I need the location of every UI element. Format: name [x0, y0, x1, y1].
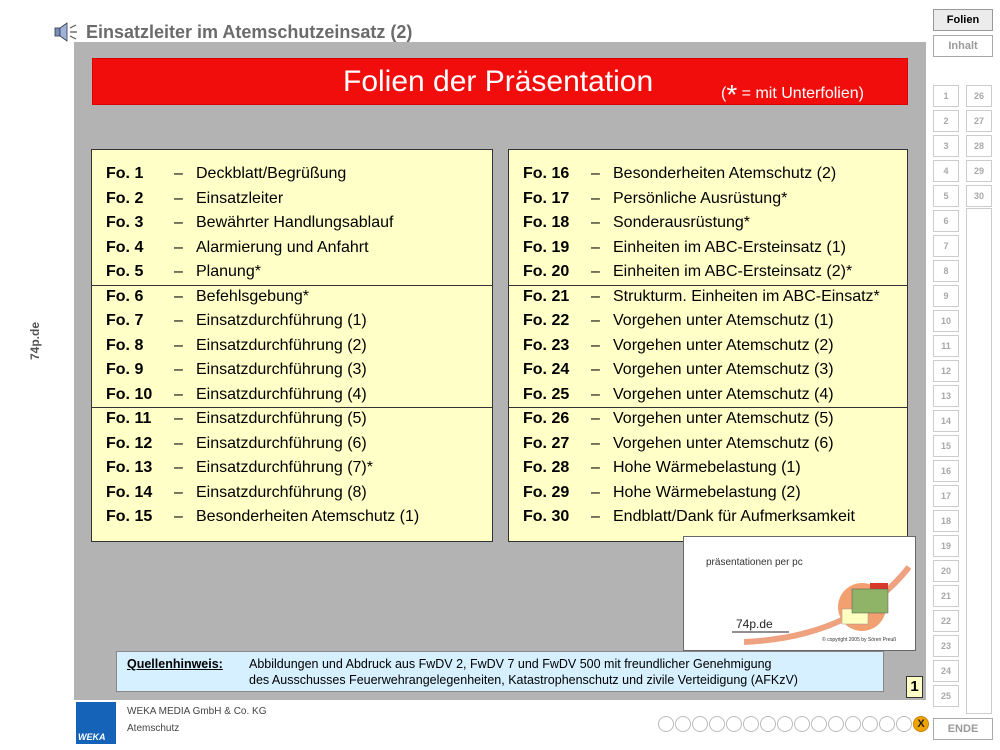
banner-note: [721, 73, 864, 110]
nav-slide-button[interactable]: 18: [933, 510, 959, 532]
nav-inhalt-button[interactable]: Inhalt: [933, 35, 993, 57]
slide-number: Fo. 9: [106, 361, 144, 378]
nav-slide-button[interactable]: 8: [933, 260, 959, 282]
slide-list-item[interactable]: [523, 187, 787, 211]
separator-dash: –: [174, 385, 183, 403]
logo-tagline: präsentationen per pc: [706, 557, 803, 568]
slide-list-item[interactable]: [106, 187, 283, 211]
slide-number: Fo. 5: [106, 263, 144, 280]
logo-graphic: [684, 537, 917, 652]
separator-dash: –: [174, 238, 183, 256]
progress-dot[interactable]: [760, 716, 776, 732]
slide-list-item[interactable]: [106, 432, 367, 456]
separator-dash: –: [591, 189, 600, 207]
progress-dot[interactable]: [726, 716, 742, 732]
banner-note-text: = mit Unterfolien): [737, 85, 864, 102]
slide-title: Vorgehen unter Atemschutz (4): [613, 385, 834, 403]
slide-title: Einsatzdurchführung (5): [196, 410, 367, 427]
separator-dash: –: [591, 410, 600, 427]
page-title: Einsatzleiter im Atemschutzeinsatz (2): [86, 21, 413, 42]
nav-slide-button[interactable]: 29: [966, 160, 992, 182]
slide-title: Hohe Wärmebelastung (1): [613, 459, 801, 476]
slide-number: Fo. 2: [106, 189, 144, 207]
separator-dash: –: [591, 336, 600, 354]
nav-slide-button[interactable]: 20: [933, 560, 959, 582]
slide-title: Persönliche Ausrüstung*: [613, 189, 788, 207]
nav-slide-button[interactable]: 26: [966, 85, 992, 107]
separator-dash: –: [591, 165, 600, 182]
separator-dash: –: [591, 459, 600, 476]
slide-number: Fo. 7: [106, 312, 144, 329]
slide-list-item[interactable]: [106, 334, 367, 358]
slide-title: Einsatzdurchführung (6): [196, 434, 367, 452]
slide-number: Fo. 19: [523, 238, 570, 256]
slide-title: Einsatzdurchführung (4): [196, 385, 367, 403]
slide-list-item[interactable]: [106, 211, 393, 235]
slide-title: Einsatzleiter: [196, 189, 284, 207]
slide-title: Befehlsgebung*: [196, 287, 309, 305]
separator-dash: –: [174, 336, 183, 354]
nav-slide-button[interactable]: 9: [933, 285, 959, 307]
separator-dash: –: [591, 312, 600, 329]
nav-slide-button[interactable]: 11: [933, 335, 959, 357]
slide-list-item[interactable]: [106, 456, 373, 480]
progress-dot[interactable]: [896, 716, 912, 732]
slide-number: Fo. 13: [106, 459, 153, 476]
banner-title: Folien der Präsentation: [343, 65, 654, 98]
slide-list-item[interactable]: [106, 481, 367, 505]
nav-slide-button[interactable]: 30: [966, 185, 992, 207]
separator-dash: –: [591, 434, 600, 452]
slide-list-item[interactable]: [523, 383, 834, 407]
slide-number: Fo. 23: [523, 336, 570, 354]
slide-list-item[interactable]: [523, 456, 801, 480]
slide-title: Vorgehen unter Atemschutz (5): [613, 410, 834, 427]
slide-title: Einsatzdurchführung (2): [196, 336, 367, 354]
slide-number: Fo. 26: [523, 410, 570, 427]
separator-dash: –: [174, 287, 183, 305]
slide-title: Besonderheiten Atemschutz (2): [613, 165, 837, 182]
nav-slide-button[interactable]: 4: [933, 160, 959, 182]
slide-list-item[interactable]: [523, 162, 836, 186]
slide-list-item[interactable]: [106, 162, 346, 186]
slide-number: Fo. 1: [106, 165, 144, 182]
separator-dash: –: [591, 238, 600, 256]
slide-list-item[interactable]: [523, 309, 834, 333]
nav-slide-button[interactable]: 23: [933, 635, 959, 657]
slide-title: Hohe Wärmebelastung (2): [613, 483, 801, 501]
slide-number: Fo. 28: [523, 459, 570, 476]
slide-title: Vorgehen unter Atemschutz (1): [613, 312, 834, 329]
slide-list-item[interactable]: [523, 432, 834, 456]
progress-dot[interactable]: [811, 716, 827, 732]
slide-number: Fo. 14: [106, 483, 153, 501]
logo-box: [683, 536, 916, 651]
page-number-badge: 1: [906, 676, 923, 698]
nav-slide-button[interactable]: 24: [933, 660, 959, 682]
separator-dash: –: [174, 214, 183, 231]
separator-dash: –: [174, 189, 183, 207]
nav-slide-button[interactable]: 15: [933, 435, 959, 457]
nav-slide-button[interactable]: 25: [933, 685, 959, 707]
logo-name: 74p.de: [736, 617, 773, 631]
separator-dash: –: [174, 434, 183, 452]
banner-note-star: *: [726, 79, 738, 110]
separator-dash: –: [174, 263, 183, 280]
slide-title: Endblatt/Dank für Aufmerksamkeit: [613, 508, 855, 525]
slide-list-left: [91, 149, 493, 542]
nav-slide-button[interactable]: 7: [933, 235, 959, 257]
slide-list-item[interactable]: [106, 407, 367, 431]
separator-dash: –: [591, 508, 600, 525]
separator-dash: –: [174, 483, 183, 501]
slide-list-item[interactable]: [523, 505, 855, 529]
slide-number: Fo. 11: [106, 410, 152, 427]
slide-title: Vorgehen unter Atemschutz (6): [613, 434, 834, 452]
progress-dot[interactable]: [709, 716, 725, 732]
slide-list-right: [508, 149, 908, 542]
slide-list-item[interactable]: [523, 334, 834, 358]
nav-slide-button[interactable]: 13: [933, 385, 959, 407]
nav-slide-button[interactable]: 2: [933, 110, 959, 132]
logo-copyright: © copyright 2005 by Sören Preuß: [822, 637, 897, 643]
slide-number: Fo. 6: [106, 287, 144, 305]
separator-dash: –: [591, 287, 600, 305]
slide-title: Einsatzdurchführung (7)*: [196, 459, 373, 476]
group-divider: [92, 285, 492, 286]
group-divider: [509, 407, 907, 408]
title-banner: [92, 58, 908, 110]
progress-dot[interactable]: [692, 716, 708, 732]
slide-list-item[interactable]: [523, 236, 846, 260]
slide-number: Fo. 8: [106, 336, 144, 354]
slide-number: Fo. 16: [523, 165, 570, 182]
nav-slide-button[interactable]: 16: [933, 460, 959, 482]
speaker-icon[interactable]: [52, 20, 80, 44]
slide-list-item[interactable]: [106, 383, 367, 407]
weka-logo: [76, 702, 116, 744]
slide-list-item[interactable]: [523, 407, 834, 431]
nav-ende-button[interactable]: ENDE: [933, 718, 993, 740]
slide-number: Fo. 25: [523, 385, 570, 403]
progress-dot[interactable]: [743, 716, 759, 732]
slide-number: Fo. 12: [106, 434, 153, 452]
footer-subject: Atemschutz: [127, 723, 180, 734]
separator-dash: –: [591, 214, 600, 231]
slide-title: Einsatzdurchführung (8): [196, 483, 367, 501]
close-icon[interactable]: X: [913, 716, 929, 732]
slide-title: Einheiten im ABC-Ersteinsatz (1): [613, 238, 846, 256]
slide-number: Fo. 27: [523, 434, 570, 452]
progress-dot[interactable]: [675, 716, 691, 732]
separator-dash: –: [174, 165, 183, 182]
nav-slide-button[interactable]: 5: [933, 185, 959, 207]
progress-dot[interactable]: [777, 716, 793, 732]
slide-list-item[interactable]: [523, 211, 750, 235]
nav-slide-button[interactable]: 6: [933, 210, 959, 232]
nav-scroll-area: [966, 208, 992, 714]
slide-title: Planung*: [196, 263, 261, 280]
slide-number: Fo. 30: [523, 508, 570, 525]
progress-dot[interactable]: [658, 716, 674, 732]
nav-slide-button[interactable]: 22: [933, 610, 959, 632]
nav-folien-button[interactable]: Folien: [933, 9, 993, 31]
banner-note-open: (: [721, 85, 727, 102]
slide-title: Strukturm. Einheiten im ABC-Einsatz*: [613, 287, 880, 305]
group-divider: [92, 407, 492, 408]
side-watermark: 74p.de: [28, 321, 42, 360]
slide-title: Einsatzdurchführung (3): [196, 361, 367, 378]
slide-number: Fo. 4: [106, 238, 144, 256]
separator-dash: –: [174, 361, 183, 378]
slide-number: Fo. 29: [523, 483, 570, 501]
slide-list-item[interactable]: [106, 358, 367, 382]
source-note: [116, 651, 884, 692]
slide-number: Fo. 20: [523, 263, 570, 280]
nav-slide-button[interactable]: 1: [933, 85, 959, 107]
weka-logo-text: WEKA: [78, 732, 106, 742]
slide-title: Bewährter Handlungsablauf: [196, 214, 394, 231]
source-line-2: des Ausschusses Feuerwehrangelegenheiten, Katastrophenschutz und zivile Verteidigung (AFKzV): [249, 673, 798, 687]
source-label: Quellenhinweis:: [127, 657, 223, 671]
nav-slide-button[interactable]: 12: [933, 360, 959, 382]
nav-slide-button[interactable]: 3: [933, 135, 959, 157]
slide-title: Sonderausrüstung*: [613, 214, 750, 231]
footer-company: WEKA MEDIA GmbH & Co. KG: [127, 706, 267, 717]
slide-title: Vorgehen unter Atemschutz (2): [613, 336, 834, 354]
progress-dot[interactable]: [862, 716, 878, 732]
slide-title: Einsatzdurchführung (1): [196, 312, 367, 329]
nav-slide-button[interactable]: 14: [933, 410, 959, 432]
slide-list-item[interactable]: [106, 285, 309, 309]
slide-number: Fo. 22: [523, 312, 570, 329]
separator-dash: –: [591, 483, 600, 501]
slide-title: Besonderheiten Atemschutz (1): [196, 508, 420, 525]
separator-dash: –: [174, 459, 183, 476]
slide-number: Fo. 24: [523, 361, 570, 378]
slide-title: Deckblatt/Begrüßung: [196, 165, 347, 182]
slide-list-item[interactable]: [523, 481, 801, 505]
slide-number: Fo. 3: [106, 214, 144, 231]
slide-list-item[interactable]: [523, 358, 834, 382]
nav-slide-button[interactable]: 10: [933, 310, 959, 332]
progress-dot[interactable]: [879, 716, 895, 732]
slide-list-item[interactable]: [106, 236, 369, 260]
slide-list-item[interactable]: [523, 260, 852, 284]
group-divider: [509, 285, 907, 286]
slide-number: Fo. 21: [523, 287, 570, 305]
separator-dash: –: [591, 361, 600, 378]
slide-title: Einheiten im ABC-Ersteinsatz (2)*: [613, 263, 853, 280]
slide-list-item[interactable]: [523, 285, 880, 309]
separator-dash: –: [591, 263, 600, 280]
nav-slide-button[interactable]: 28: [966, 135, 992, 157]
nav-slide-button[interactable]: 27: [966, 110, 992, 132]
slide-list-item[interactable]: [106, 505, 419, 529]
slide-number: Fo. 18: [523, 214, 570, 231]
slide-list-item[interactable]: [106, 309, 367, 333]
progress-dots: [658, 716, 929, 734]
source-line-1: Abbildungen und Abdruck aus FwDV 2, FwDV 7 und FwDV 500 mit freundlicher Genehmigung: [249, 657, 772, 671]
slide-number: Fo. 15: [106, 508, 153, 525]
progress-dot[interactable]: [845, 716, 861, 732]
slide-title: Vorgehen unter Atemschutz (3): [613, 361, 834, 378]
progress-dot[interactable]: [828, 716, 844, 732]
slide-number: Fo. 17: [523, 189, 570, 207]
slide-number: Fo. 10: [106, 385, 153, 403]
separator-dash: –: [174, 508, 183, 525]
progress-dot[interactable]: [794, 716, 810, 732]
separator-dash: –: [591, 385, 600, 403]
nav-slide-button[interactable]: 19: [933, 535, 959, 557]
separator-dash: –: [174, 410, 183, 427]
nav-slide-button[interactable]: 17: [933, 485, 959, 507]
nav-slide-button[interactable]: 21: [933, 585, 959, 607]
slide-title: Alarmierung und Anfahrt: [196, 238, 369, 256]
slide-list-item[interactable]: [106, 260, 261, 284]
separator-dash: –: [174, 312, 183, 329]
